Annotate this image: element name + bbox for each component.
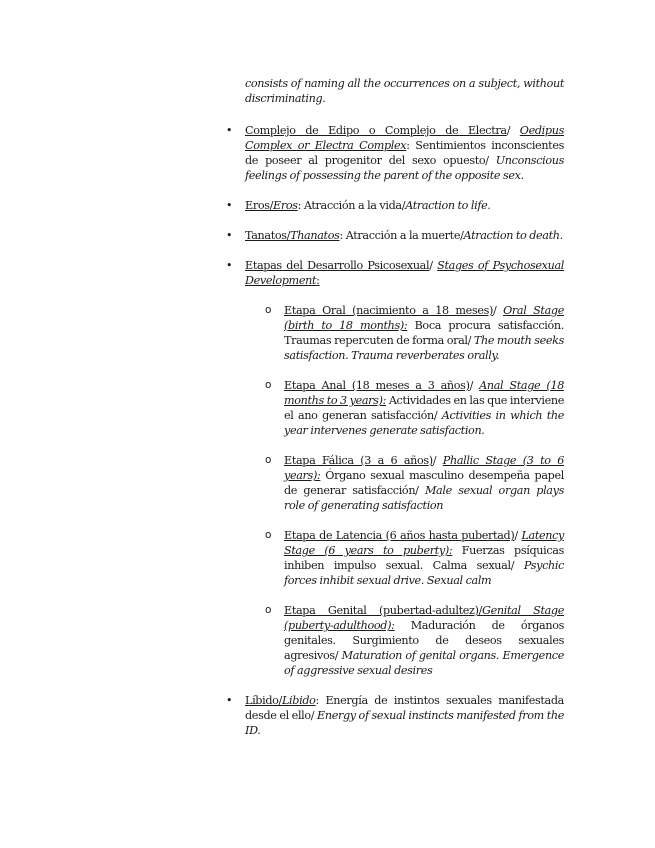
- term-spanish: Eros: [245, 199, 270, 212]
- separator: /: [429, 259, 438, 272]
- sub-item-latency-stage: [245, 528, 564, 588]
- definition-spanish: Atracción a la vida: [303, 199, 402, 212]
- sub-bullet-marker: o: [265, 529, 272, 541]
- bullet-marker: •: [226, 124, 233, 137]
- term-spanish: Etapas del Desarrollo Psicosexual: [245, 259, 430, 272]
- definition-english: Atraction to life.: [405, 199, 491, 212]
- separator: :: [316, 274, 320, 287]
- stage-list: [245, 303, 564, 678]
- separator: [395, 619, 411, 632]
- stage-name-spanish: Etapa Fálica (3 a 6 años): [284, 454, 433, 467]
- list-item-eros: [0, 198, 564, 213]
- term-english: Eros: [273, 199, 298, 212]
- definition-english: The mouth seeks satisfaction. Trauma reverberates orally.: [284, 334, 564, 362]
- stage-name-english: Anal Stage (18 months to 3 years):: [284, 379, 564, 407]
- definition-english: Activities in which the year intervenes generate satisfaction.: [284, 409, 565, 437]
- definition-spanish: Actividades en las que interviene el ano generan satisfacción: [284, 394, 564, 422]
- separator: /: [493, 304, 504, 317]
- separator: [452, 544, 461, 557]
- sub-bullet-marker: o: [265, 454, 272, 466]
- definition-spanish: Energía de instintos sexuales manifestada desde el ello: [245, 694, 564, 722]
- separator: /: [269, 199, 274, 212]
- separator: /: [432, 454, 443, 467]
- term-list: [0, 123, 655, 753]
- list-item-libido: [0, 693, 564, 738]
- definition-spanish: Sentimientos inconscientes de poseer al progenitor del sexo opuesto: [245, 139, 564, 167]
- term-english: Stages of Psychosexual Development: [245, 259, 565, 287]
- definition-english: Maturation of genital organs. Emergence of aggressive sexual desires: [284, 649, 564, 677]
- sub-item-oral-stage: [245, 303, 564, 363]
- bullet-marker: •: [226, 694, 233, 707]
- separator: :: [297, 199, 304, 212]
- separator: /: [510, 559, 524, 572]
- definition-english: Male sexual organ plays role of generating satisfaction: [284, 484, 564, 512]
- sub-bullet-marker: o: [265, 604, 272, 616]
- bullet-marker: •: [226, 259, 233, 272]
- sub-bullet-marker: o: [265, 379, 272, 391]
- bullet-marker: •: [226, 229, 233, 242]
- separator: /: [334, 649, 342, 662]
- stage-name-spanish: Etapa Genital (pubertad-adultez): [284, 604, 479, 617]
- stage-name-spanish: Etapa Oral (nacimiento a 18 meses): [284, 304, 494, 317]
- term-english: Oedipus Complex or Electra Complex: [245, 124, 564, 152]
- sub-item-anal-stage: [245, 378, 564, 438]
- sub-item-phallic-stage: [245, 453, 564, 513]
- separator: /: [514, 529, 522, 542]
- list-item-tanatos: [0, 228, 564, 243]
- stage-name-english: Latency Stage (6 years to puberty):: [284, 529, 564, 557]
- bullet-marker: •: [226, 199, 233, 212]
- definition-english: Unconscious feelings of possessing the parent of the opposite sex.: [245, 154, 564, 182]
- stage-name-english: Oral Stage (birth to 18 months):: [284, 304, 564, 332]
- definition-spanish: Fuerzas psíquicas inhiben impulso sexual. Calma sexual: [284, 544, 564, 572]
- definition-spanish: Maduración de órganos genitales. Surgimiento de deseos sexuales agresivos: [284, 619, 564, 662]
- sub-item-genital-stage: [245, 603, 564, 678]
- term-spanish: Complejo de Edipo o Complejo de Electra: [245, 124, 507, 137]
- definition-english: Psychic forces inhibit sexual drive. Sexual calm: [284, 559, 564, 587]
- term-english: Thanatos: [290, 229, 340, 242]
- separator: /: [278, 694, 282, 707]
- intro-paragraph: consists of naming all the occurrences on a subject, without discriminating.: [245, 77, 564, 105]
- separator: /: [401, 199, 406, 212]
- separator: :: [315, 694, 326, 707]
- term-spanish: Líbido: [245, 694, 279, 707]
- stage-name-spanish: Etapa de Latencia (6 años hasta pubertad): [284, 529, 515, 542]
- separator: /: [460, 229, 464, 242]
- stage-name-spanish: Etapa Anal (18 meses a 3 años): [284, 379, 470, 392]
- separator: /: [433, 409, 442, 422]
- separator: /: [310, 709, 318, 722]
- definition-spanish: Boca procura satisfacción. Traumas repercuten de forma oral: [284, 319, 564, 347]
- sub-bullet-marker: o: [265, 304, 272, 316]
- definition-spanish: Atracción a la muerte: [345, 229, 461, 242]
- separator: /: [286, 229, 291, 242]
- separator: /: [478, 604, 483, 617]
- separator: [407, 319, 414, 332]
- separator: /: [469, 379, 480, 392]
- definition-english: Energy of sexual instincts manifested from the ID.: [245, 709, 565, 737]
- separator: /: [506, 124, 520, 137]
- definition-english: Atraction to death.: [463, 229, 563, 242]
- separator: /: [467, 334, 474, 347]
- stage-name-english: Phallic Stage (3 to 6 years):: [284, 454, 564, 482]
- stage-name-english: Genital Stage (puberty-adulthood):: [284, 604, 564, 632]
- term-english: Libido: [281, 694, 316, 707]
- definition-spanish: Órgano sexual masculino desempeña papel de generar satisfacción: [284, 469, 564, 497]
- term-spanish: Tanatos: [245, 229, 287, 242]
- list-item-psychosexual-stages: [0, 258, 564, 678]
- separator: :: [406, 139, 416, 152]
- separator: :: [339, 229, 346, 242]
- separator: /: [415, 484, 425, 497]
- separator: /: [485, 154, 496, 167]
- list-item-oedipus: [0, 123, 564, 183]
